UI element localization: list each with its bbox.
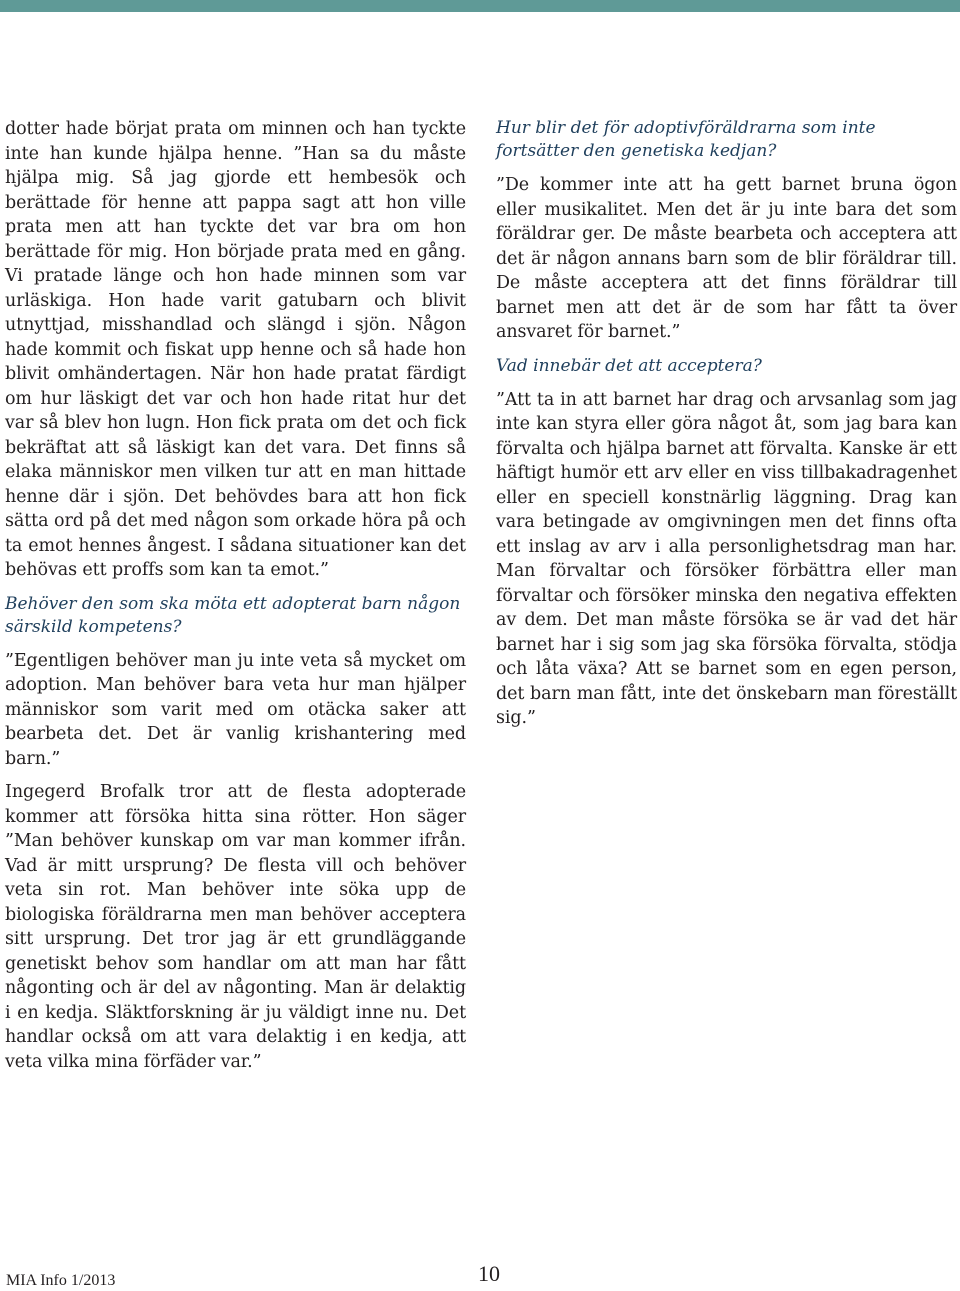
paragraph: ”De kommer inte att ha gett barnet bruna ögon eller musikalitet. Men det är ju inte bara det som föräldrar ger. De måste bearbeta och acceptera att det är någon annans barn som de blir föräldrar till. De måste acceptera att det finns föräldrar till barnet men att det är de som har fått ta över ansvaret för barnet.”: [496, 175, 957, 342]
left-column: [5, 117, 466, 1074]
right-column: [496, 117, 957, 731]
paragraph: dotter hade börjat prata om minnen och han tyckte inte han kunde hjälpa henne. ”Han sa du måste hjälpa mig. Så jag gjorde ett hembesök och berättade för henne att pappa sagt att hon ville prata men att han tyckte det var bra om hon berättade för mig. Hon började prata med en gång. Vi pratade länge och hon hade minnen som var urläskiga. Hon hade varit gatubarn och blivit utnyttjad, misshandlad och slängd i sjön. Någon hade kommit och fiskat upp henne och så hade hon blivit omhändertagen. När hon hade pratat färdigt om hur läskigt det var och hon hade ritat hur det var så blev hon lugn. Hon fick prata om det och fick bekräftat att så läskigt kan det vara. Det finns så elaka människor men vilken tur att en man hittade henne där i sjön. Det behövdes bara att hon fick sätta ord på det med någon som orkade höra på och ta emot hennes ångest. I sådana situationer kan det behövas ett proffs som kan ta emot.”: [5, 119, 466, 580]
page-number: 10: [478, 1261, 500, 1286]
paragraph: Ingegerd Brofalk tror att de flesta adopterade kommer att försöka hitta sina rötter. Hon säger ”Man behöver kunskap om var man kommer ifrån. Vad är mitt ursprung? De flesta vill och behöver veta sin rot. Man behöver inte söka upp de biologiska föräldrarna men man behöver acceptera sitt ursprung. Det tror jag är ett grundläggande genetiskt behov som handlar om att man har fått någonting och är del av någonting. Man är delaktig i en kedja. Släktforskning är ju väldigt inne nu. Det handlar också om att vara delaktig i en kedja, att veta vilka mina förfäder var.”: [5, 782, 466, 1072]
interview-question: Hur blir det för adoptivföräldrarna som inte fortsätter den genetiska kedjan?: [496, 118, 876, 161]
paragraph: ”Att ta in att barnet har drag och arvsanlag som jag inte kan styra eller göra något åt, som jag bara kan förvalta och hjälpa barnet att förvalta. Kanske är ett häftigt humör ett arv eller en viss tillbakadragenhet eller en speciell konstnärlig läggning. Drag kan vara betingade av omgivningen men det finns ofta ett inslag av arv i alla personlighetsdrag man har. Man förvaltar och försöker förbättra eller man förvaltar och försöker minska den negativa effekten av dem. Det man måste försöka se är vad det här barnet har i sig som jag ska försöka förvalta, stödja och låta växa? Att se barnet som en egen person, det barn man fått, inte det önskebarn man föreställt sig.”: [496, 389, 957, 728]
interview-question: Vad innebär det att acceptera?: [496, 355, 762, 376]
publication-name: MIA Info 1/2013: [6, 1272, 116, 1289]
interview-question: Behöver den som ska möta ett adopterat barn någon särskild kompetens?: [5, 593, 461, 637]
paragraph: ”Egentligen behöver man ju inte veta så mycket om adoption. Man behöver bara veta hur man hjälper människor som varit med om otäcka saker att bearbeta det. Det är vanlig krishantering med barn.”: [5, 650, 466, 769]
top-color-bar: [0, 0, 960, 12]
